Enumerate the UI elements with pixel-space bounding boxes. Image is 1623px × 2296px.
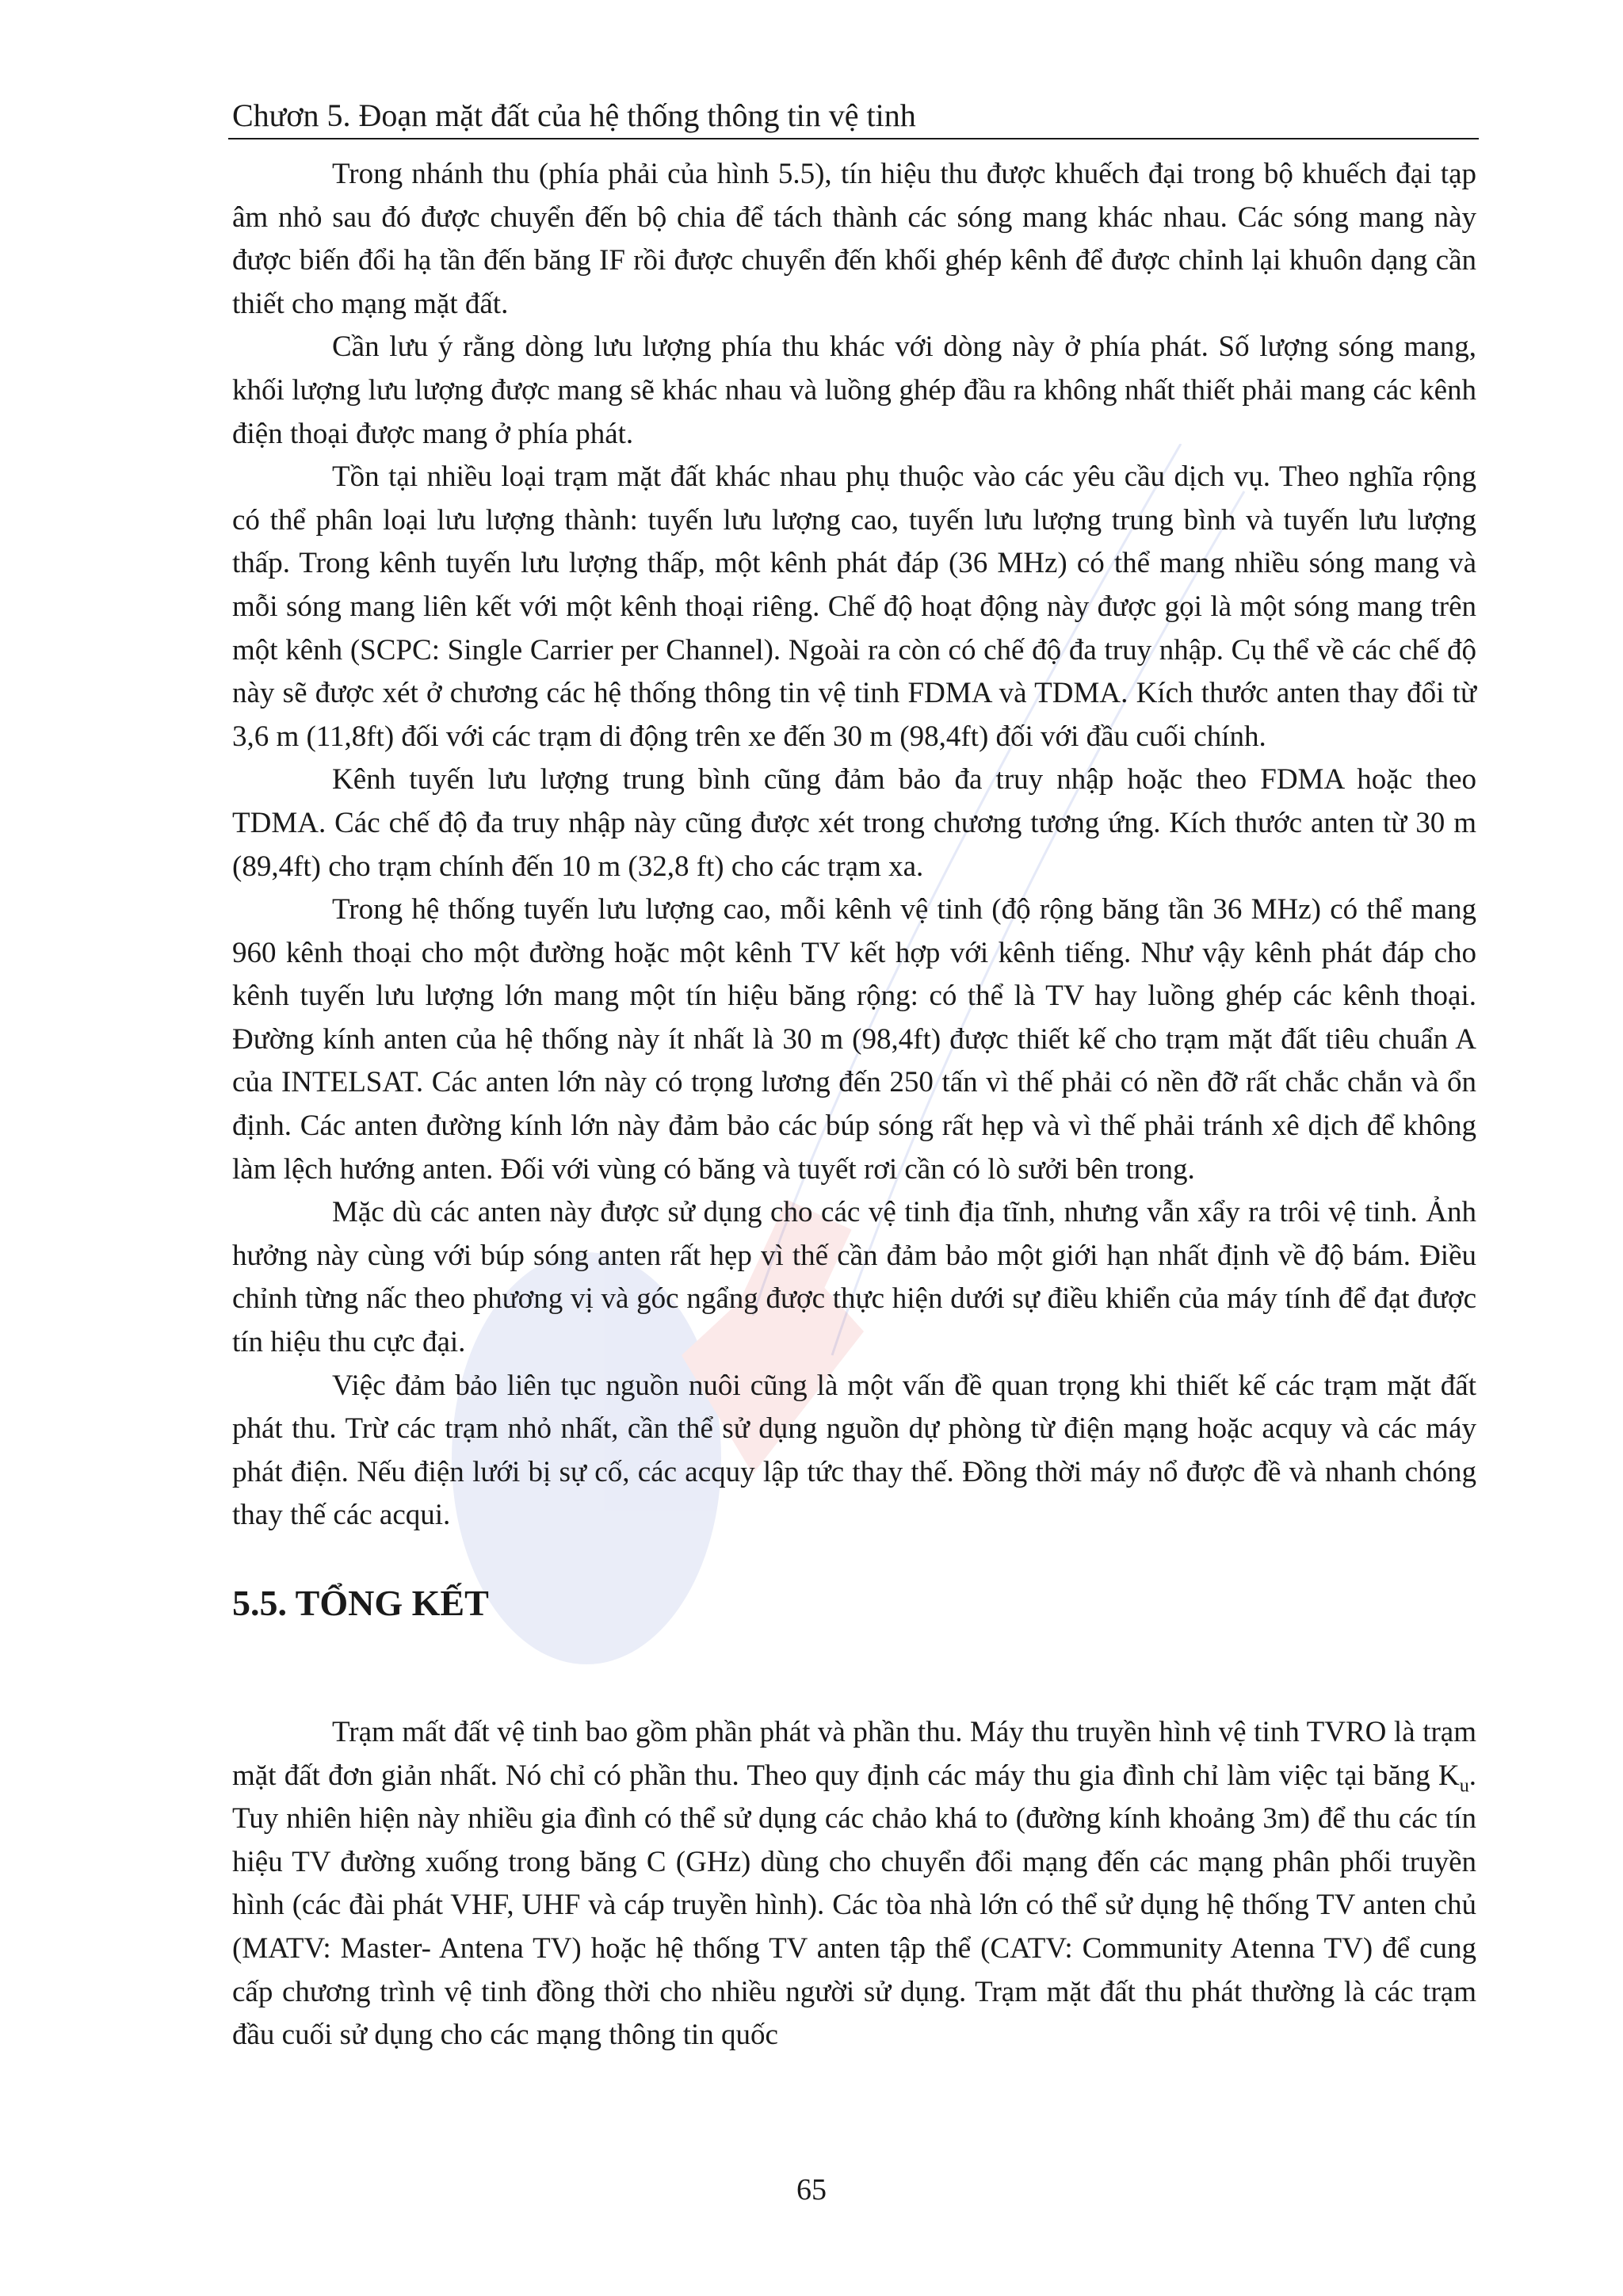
- running-header: Chươn 5. Đoạn mặt đất của hệ thống thông tin vệ tinh: [232, 97, 916, 133]
- paragraph: Trong hệ thống tuyến lưu lượng cao, mỗi kênh vệ tinh (độ rộng băng tần 36 MHz) có thể mang 960 kênh thoại cho một đường hoặc một kênh TV kết hợp với kênh tiếng. Như vậy kênh phát đáp cho kênh tuyến lưu lượng lớn mang một tín hiệu băng rộng: có thể là TV hay luồng ghép các kênh thoại. Đường kính anten của hệ thống này ít nhất là 30 m (98,4ft) được thiết kế cho trạm mặt đất tiêu chuẩn A của INTELSAT. Các anten lớn này có trọng lương đến 250 tấn vì thế phải có nền đỡ rất chắc chắn và ổn định. Các anten đường kính lớn này đảm bảo các búp sóng rất hẹp và vì thế phải tránh xê dịch để không làm lệch hướng anten. Đối với vùng có băng và tuyết rơi cần có lò sưởi bên trong.: [232, 893, 1476, 1186]
- paragraph: Trong nhánh thu (phía phải của hình 5.5), tín hiệu thu được khuếch đại trong bộ khuếch đại tạp âm nhỏ sau đó được chuyển đến bộ chia để tách thành các sóng mang khác nhau. Các sóng mang này được biến đổi hạ tần đến băng IF rồi được chuyển đến khối ghép kênh để được chỉnh lại khuôn dạng cần thiết cho mạng mặt đất.: [232, 158, 1476, 320]
- section-heading: 5.5. TỔNG KẾT: [232, 1583, 489, 1623]
- header-rule: [228, 138, 1479, 139]
- paragraph: Tồn tại nhiều loại trạm mặt đất khác nhau phụ thuộc vào các yêu cầu dịch vụ. Theo nghĩa rộng có thể phân loại lưu lượng thành: tuyến lưu lượng cao, tuyến lưu lượng trung bình và tuyến lưu lượng thấp. Trong kênh tuyến lưu lượng thấp, một kênh phát đáp (36 MHz) có thể mang nhiều sóng mang và mỗi sóng mang liên kết với một kênh thoại riêng. Chế độ hoạt động này được gọi là một sóng mang trên một kênh (SCPC: Single Carrier per Channel). Ngoài ra còn có chế độ đa truy nhập. Cụ thể về các chế độ này sẽ được xét ở chương các hệ thống thông tin vệ tinh FDMA và TDMA. Kích thước anten thay đổi từ 3,6 m (11,8ft) đối với các trạm di động trên xe đến 30 m (98,4ft) đối với đầu cuối chính.: [232, 460, 1476, 753]
- subscript: u: [1459, 1775, 1469, 1796]
- page-number: 65: [796, 2173, 827, 2206]
- paragraph: Kênh tuyến lưu lượng trung bình cũng đảm bảo đa truy nhập hoặc theo FDMA hoặc theo TDMA. Các chế độ đa truy nhập này cũng được xét trong chương tương ứng. Kích thước anten từ 30 m (89,4ft) cho trạm chính đến 10 m (32,8 ft) cho các trạm xa.: [232, 763, 1476, 883]
- paragraph-summary: [232, 1711, 1476, 2057]
- page-body: [232, 153, 1476, 2057]
- paragraph: Việc đảm bảo liên tục nguồn nuôi cũng là một vấn đề quan trọng khi thiết kế các trạm mặt đất phát thu. Trừ các trạm nhỏ nhất, cần thể sử dụng nguồn dự phòng từ điện mạng hoặc acquy và các máy phát điện. Nếu điện lưới bị sự cố, các acquy lập tức thay thế. Đồng thời máy nổ được đề và nhanh chóng thay thế các acqui.: [232, 1369, 1476, 1532]
- paragraph: Mặc dù các anten này được sử dụng cho các vệ tinh địa tĩnh, nhưng vẫn xẩy ra trôi vệ tinh. Ảnh hưởng này cùng với búp sóng anten rất hẹp vì thế cần đảm bảo một giới hạn nhất định về độ bám. Điều chỉnh từng nấc theo phương vị và góc ngẩng được thực hiện dưới sự điều khiển của máy tính để đạt được tín hiệu thu cực đại.: [232, 1196, 1476, 1359]
- paragraph: Cần lưu ý rằng dòng lưu lượng phía thu khác với dòng này ở phía phát. Số lượng sóng mang, khối lượng lưu lượng được mang sẽ khác nhau và luồng ghép đầu ra không nhất thiết phải mang các kênh điện thoại được mang ở phía phát.: [232, 330, 1476, 450]
- text-run: Trạm mất đất vệ tinh bao gồm phần phát và phần thu. Máy thu truyền hình vệ tinh TVRO là trạm mặt đất đơn giản nhất. Nó chỉ có phần thu. Theo quy định các máy thu gia đình chỉ làm việc tại băng K: [232, 1716, 1476, 1792]
- text-run: . Tuy nhiên hiện này nhiều gia đình có thể sử dụng các chảo khá to (đường kính khoảng 3m) để thu các tín hiệu TV đường xuống trong băng C (GHz) dùng cho chuyển đổi mạng đến các mạng phân phối truyền hình (các đài phát VHF, UHF và cáp truyền hình). Các tòa nhà lớn có thể sử dụng hệ thống TV anten chủ (MATV: Master- Antena TV) hoặc hệ thống TV anten tập thể (CATV: Community Atenna TV) để cung cấp chương trình vệ tinh đồng thời cho nhiều người sử dụng. Trạm mặt đất thu phát thường là các trạm đầu cuối sử dụng cho các mạng thông tin quốc: [232, 1759, 1476, 2052]
